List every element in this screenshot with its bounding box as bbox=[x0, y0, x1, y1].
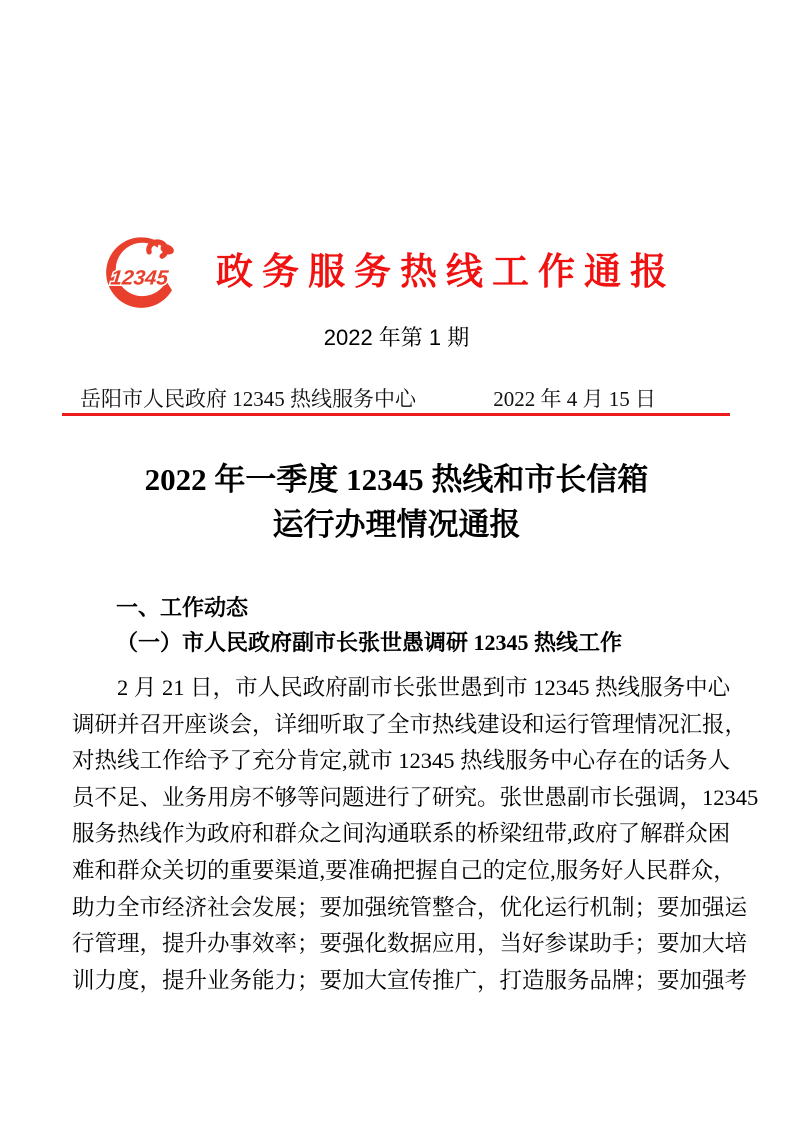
red-separator-rule bbox=[62, 413, 730, 416]
document-title-line1: 2022 年一季度 12345 热线和市长信箱 bbox=[144, 462, 649, 497]
publisher-name: 岳阳市人民政府 12345 热线服务中心 bbox=[80, 387, 416, 411]
logo-number-text: 12345 bbox=[109, 266, 170, 290]
issue-date: 2022 年 4 月 15 日 bbox=[493, 387, 656, 411]
body-line: 员不足、业务用房不够等问题进行了研究。张世愚副市长强调，12345 bbox=[72, 784, 759, 810]
body-line: 调研并召开座谈会，详细听取了全市热线建设和运行管理情况汇报， bbox=[72, 711, 748, 737]
subsection-heading-vice-mayor-research: （一）市人民政府副市长张世愚调研 12345 热线工作 bbox=[116, 630, 623, 655]
body-line: 难和群众关切的重要渠道,要准确把握自己的定位,服务好人民群众， bbox=[72, 857, 736, 883]
section-heading-work-dynamics: 一、工作动态 bbox=[116, 595, 249, 620]
body-line: 行管理，提升办事效率；要强化数据应用，当好参谋助手；要加大培 bbox=[72, 931, 748, 957]
body-line: 对热线工作给予了充分肯定,就市 12345 热线服务中心存在的话务人 bbox=[72, 748, 731, 774]
body-line: 助力全市经济社会发展；要加强统管整合，优化运行机制；要加强运 bbox=[72, 894, 748, 920]
document-title bbox=[0, 457, 793, 547]
body-line: 服务热线作为政府和群众之间沟通联系的桥梁纽带,政府了解群众困 bbox=[72, 821, 731, 847]
hotline-12345-logo-icon bbox=[101, 231, 187, 309]
body-line: 训力度，提升业务能力；要加大宣传推广，打造服务品牌；要加强考 bbox=[72, 967, 748, 993]
masthead-title: 政务服务热线工作通报 bbox=[216, 252, 676, 293]
body-paragraph bbox=[72, 670, 759, 999]
body-line: 2 月 21 日，市人民政府副市长张世愚到市 12345 热线服务中心 bbox=[117, 675, 731, 700]
document-title-line2: 运行办理情况通报 bbox=[272, 507, 521, 542]
meta-row bbox=[80, 383, 656, 413]
issue-number: 2022 年第 1 期 bbox=[323, 325, 470, 350]
